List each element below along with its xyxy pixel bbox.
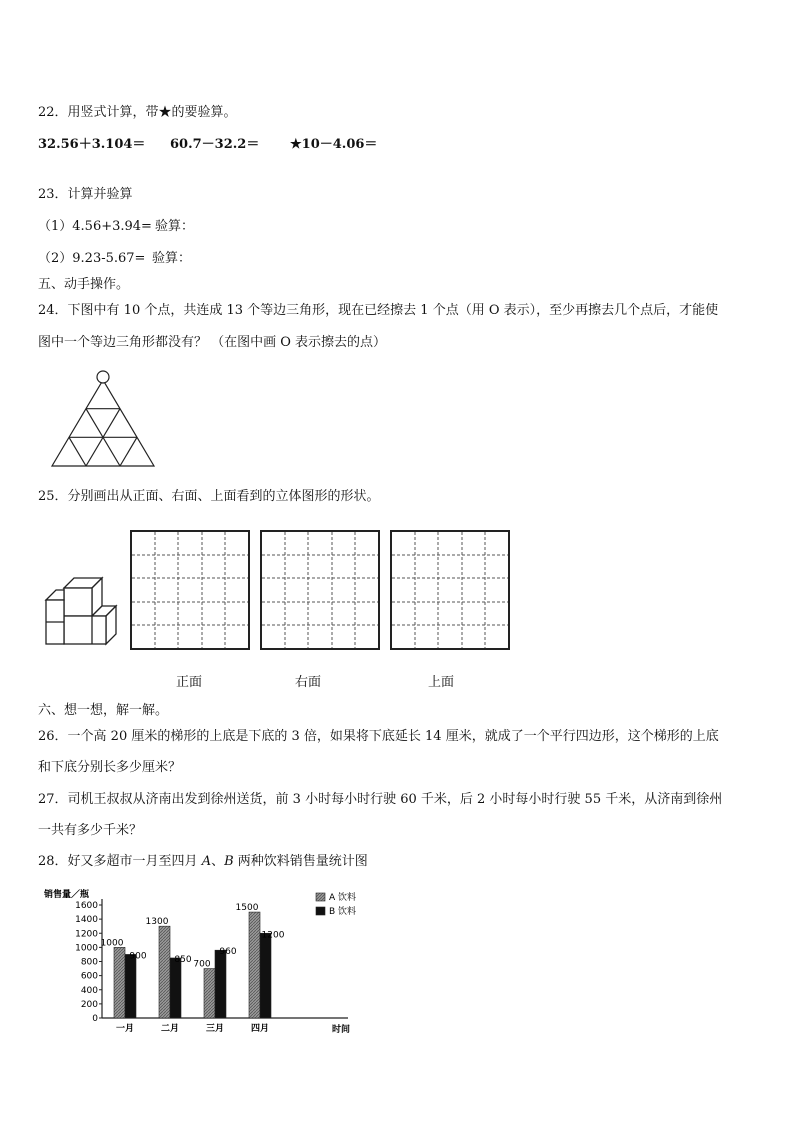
y-tick-label: 1400 [75,915,98,926]
bar-value-label: 960 [219,947,237,958]
bar-a [114,947,125,1018]
legend-swatch-a [316,893,325,901]
q22-title: 22．用竖式计算，带★的要验算。 [38,105,237,120]
label-front: 正面 [176,675,203,690]
legend-swatch-b [316,907,325,915]
y-tick-label: 1000 [75,943,98,954]
bar-value-label: 1300 [145,917,169,928]
q22-expr-1: 32.56＋3.104＝ [38,137,146,152]
bar-b [170,958,181,1018]
legend-label-b: B 饮料 [329,907,357,917]
q23-item-1: （1）4.56+3.94= [38,219,152,234]
grid-top-view[interactable] [390,530,510,650]
bar-value-label: 1500 [235,903,259,914]
q26-line-2: 和下底分别长多少厘米？ [38,760,182,775]
q28-sep: 、 [211,854,225,869]
x-tick-label: 四月 [250,1024,270,1034]
q24-line-2: 图中一个等边三角形都没有？ （在图中画 O 表示擦去的点） [38,335,387,350]
q27-line-2: 一共有多少千米？ [38,823,143,838]
q28-var-b: B [224,854,234,869]
q22-expr-3: ★10－4.06＝ [290,137,378,152]
legend-label-a: A 饮料 [329,893,357,903]
y-tick-label: 600 [80,971,98,982]
grid-right-view[interactable] [260,530,380,650]
bar-value-label: 1200 [261,930,285,941]
bar-b [215,950,226,1018]
q27-line-1: 27．司机王叔叔从济南出发到徐州送货，前 3 小时每小时行驶 60 千米，后 2 小时每小时行驶 55 千米，从济南到徐州 [38,792,723,807]
y-tick-label: 1200 [75,929,98,940]
label-right: 右面 [295,675,322,690]
x-tick-label: 二月 [160,1024,180,1034]
bar-chart [40,885,370,1035]
q25-title: 25．分别画出从正面、右面、上面看到的立体图形的形状。 [38,489,380,504]
q28-var-a: A [201,854,212,869]
y-tick-label: 200 [80,999,98,1010]
section-5-heading: 五、动手操作。 [38,277,130,292]
q26-line-1: 26．一个高 20 厘米的梯形的上底是下底的 3 倍，如果将下底延长 14 厘米，就成了一个平行四边形，这个梯形的上底 [38,729,719,744]
q23-item-1-check: 验算： [155,219,195,234]
q23-item-2-check: 验算： [152,251,192,266]
bar-b [260,933,271,1018]
bar-a [249,912,260,1018]
q28-title-post: 两种饮料销售量统计图 [233,854,368,869]
y-axis-label: 销售量／瓶 [44,890,90,900]
q24-line-1: 24．下图中有 10 个点，共连成 13 个等边三角形，现在已经擦去 1 个点（用 O 表示），至少再擦去几个点后，才能使 [38,303,719,318]
y-tick-label: 800 [80,957,98,968]
y-tick-label: 0 [92,1014,98,1024]
bar-b [125,954,136,1018]
section-6-heading: 六、想一想，解一解。 [38,703,169,718]
q23-item-2: （2）9.23-5.67= [38,251,146,266]
bar-value-label: 900 [129,951,147,962]
cube-stack-figure [44,574,120,650]
erased-point-icon [97,371,109,383]
q28-title-pre: 28．好又多超市一月至四月 [38,854,202,869]
label-top: 上面 [428,675,455,690]
grid-front-view[interactable] [130,530,250,650]
bar-a [159,926,170,1018]
bar-value-label: 1000 [100,938,124,949]
q28-title [38,853,368,871]
y-tick-label: 1600 [75,901,98,911]
bar-value-label: 850 [174,954,192,965]
bar-value-label: 700 [193,959,211,970]
q23-title: 23．计算并验算 [38,187,133,202]
y-tick-label: 400 [80,985,98,996]
x-axis-label: 时间 [332,1025,351,1035]
triangle-dot-figure [48,370,158,470]
bar-a [204,969,215,1018]
x-tick-label: 三月 [205,1024,225,1034]
x-tick-label: 一月 [115,1024,135,1034]
q22-expr-2: 60.7－32.2＝ [170,137,260,152]
